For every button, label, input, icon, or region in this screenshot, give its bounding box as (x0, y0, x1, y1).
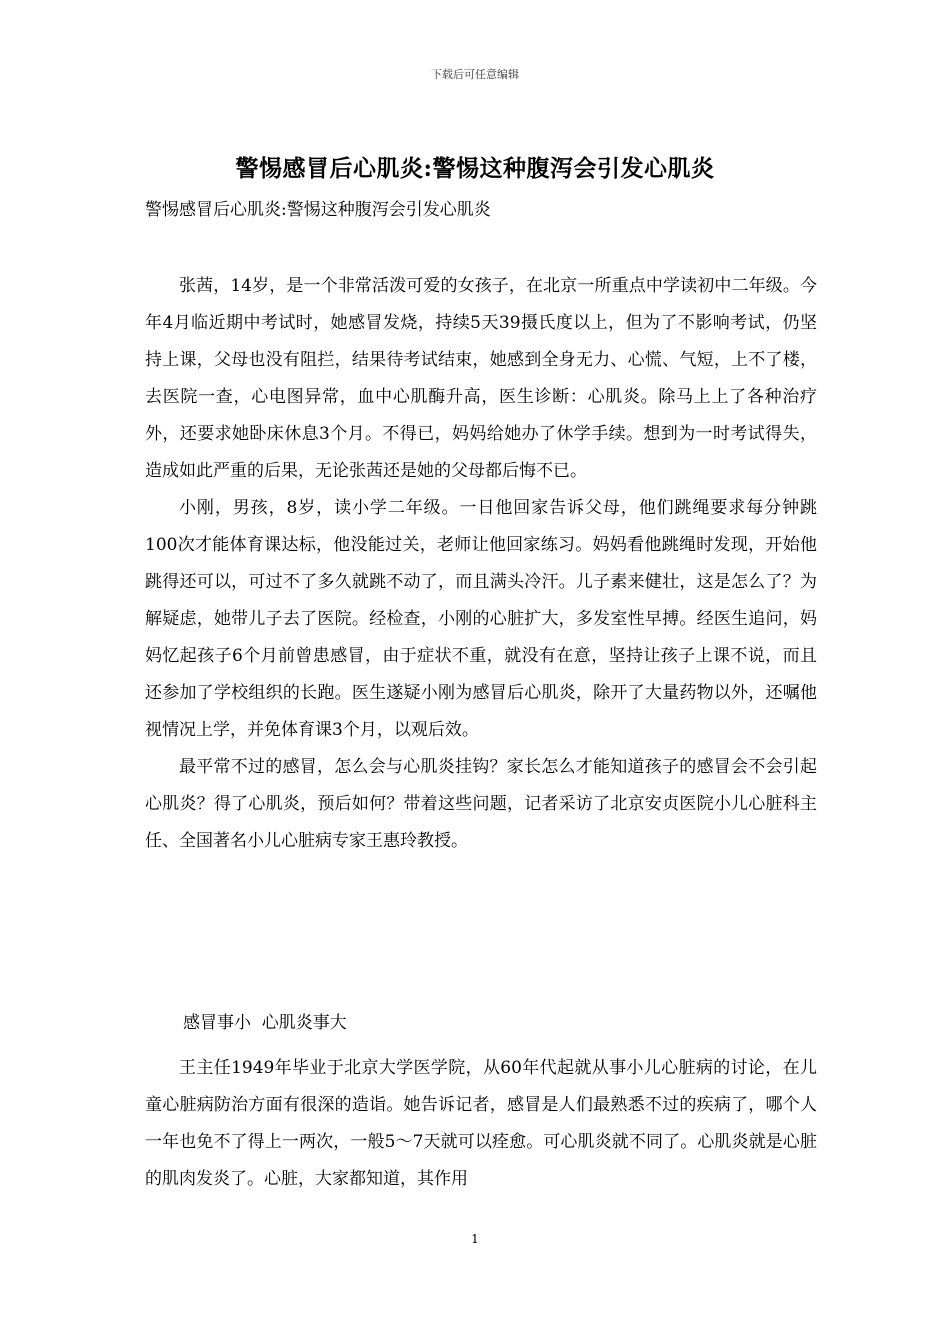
paragraph-xiao-gang: 小刚，男孩，8岁，读小学二年级。一日他回家告诉父母，他们跳绳要求每分钟跳100次才能体育课达标，他没能过关，老师让他回家练习。妈妈看他跳绳时发现，开始他跳得还可以，可过不了多久就跳不动了，而且满头冷汗。儿子素来健壮，这是怎么了？为解疑虑，她带儿子去了医院。经检查，小刚的心脏扩大，多发室性早搏。经医生追问，妈妈忆起孩子6个月前曾患感冒，由于症状不重，就没有在意，坚持让孩子上课不说，而且还参加了学校组织的长跑。医生遂疑小刚为感冒后心肌炎，除开了大量药物以外，还嘱他视情况上学，并免体育课3个月，以观后效。 (145, 498, 817, 740)
document-title: 警惕感冒后心肌炎:警惕这种腹泻会引发心肌炎 (235, 155, 715, 182)
section-heading: 感冒事小 心肌炎事大 (183, 1013, 347, 1033)
document-subtitle: 警惕感冒后心肌炎:警惕这种腹泻会引发心肌炎 (145, 200, 491, 220)
page-header-note: 下载后可任意编辑 (431, 68, 519, 81)
article-body (145, 268, 817, 860)
paragraph-zhang-qian: 张茜，14岁，是一个非常活泼可爱的女孩子，在北京一所重点中学读初中二年级。今年4月临近期中考试时，她感冒发烧，持续5天39摄氏度以上，但为了不影响考试，仍坚持上课，父母也没有阻拦，结果待考试结束，她感到全身无力、心慌、气短，上不了楼，去医院一查，心电图异常，血中心肌酶升高，医生诊断：心肌炎。除马上上了各种治疗外，还要求她卧床休息3个月。不得已，妈妈给她办了休学手续。想到为一时考试得失，造成如此严重的后果，无论张茜还是她的父母都后悔不已。 (145, 276, 817, 481)
page-number: 1 (471, 1232, 479, 1246)
article-body-continued (145, 1050, 817, 1198)
paragraph-director-wang: 王主任1949年毕业于北京大学医学院，从60年代起就从事小儿心脏病的讨论，在儿童心脏病防治方面有很深的造诣。她告诉记者，感冒是人们最熟悉不过的疾病了，哪个人一年也免不了得上一两次，一般5～7天就可以痊愈。可心肌炎就不同了。心肌炎就是心脏的肌肉发炎了。心脏，大家都知道，其作用 (145, 1058, 817, 1189)
paragraph-questions: 最平常不过的感冒，怎么会与心肌炎挂钩？家长怎么才能知道孩子的感冒会不会引起心肌炎？得了心肌炎，预后如何？带着这些问题，记者采访了北京安贞医院小儿心脏科主任、全国著名小儿心脏病专家王惠玲教授。 (145, 757, 817, 851)
